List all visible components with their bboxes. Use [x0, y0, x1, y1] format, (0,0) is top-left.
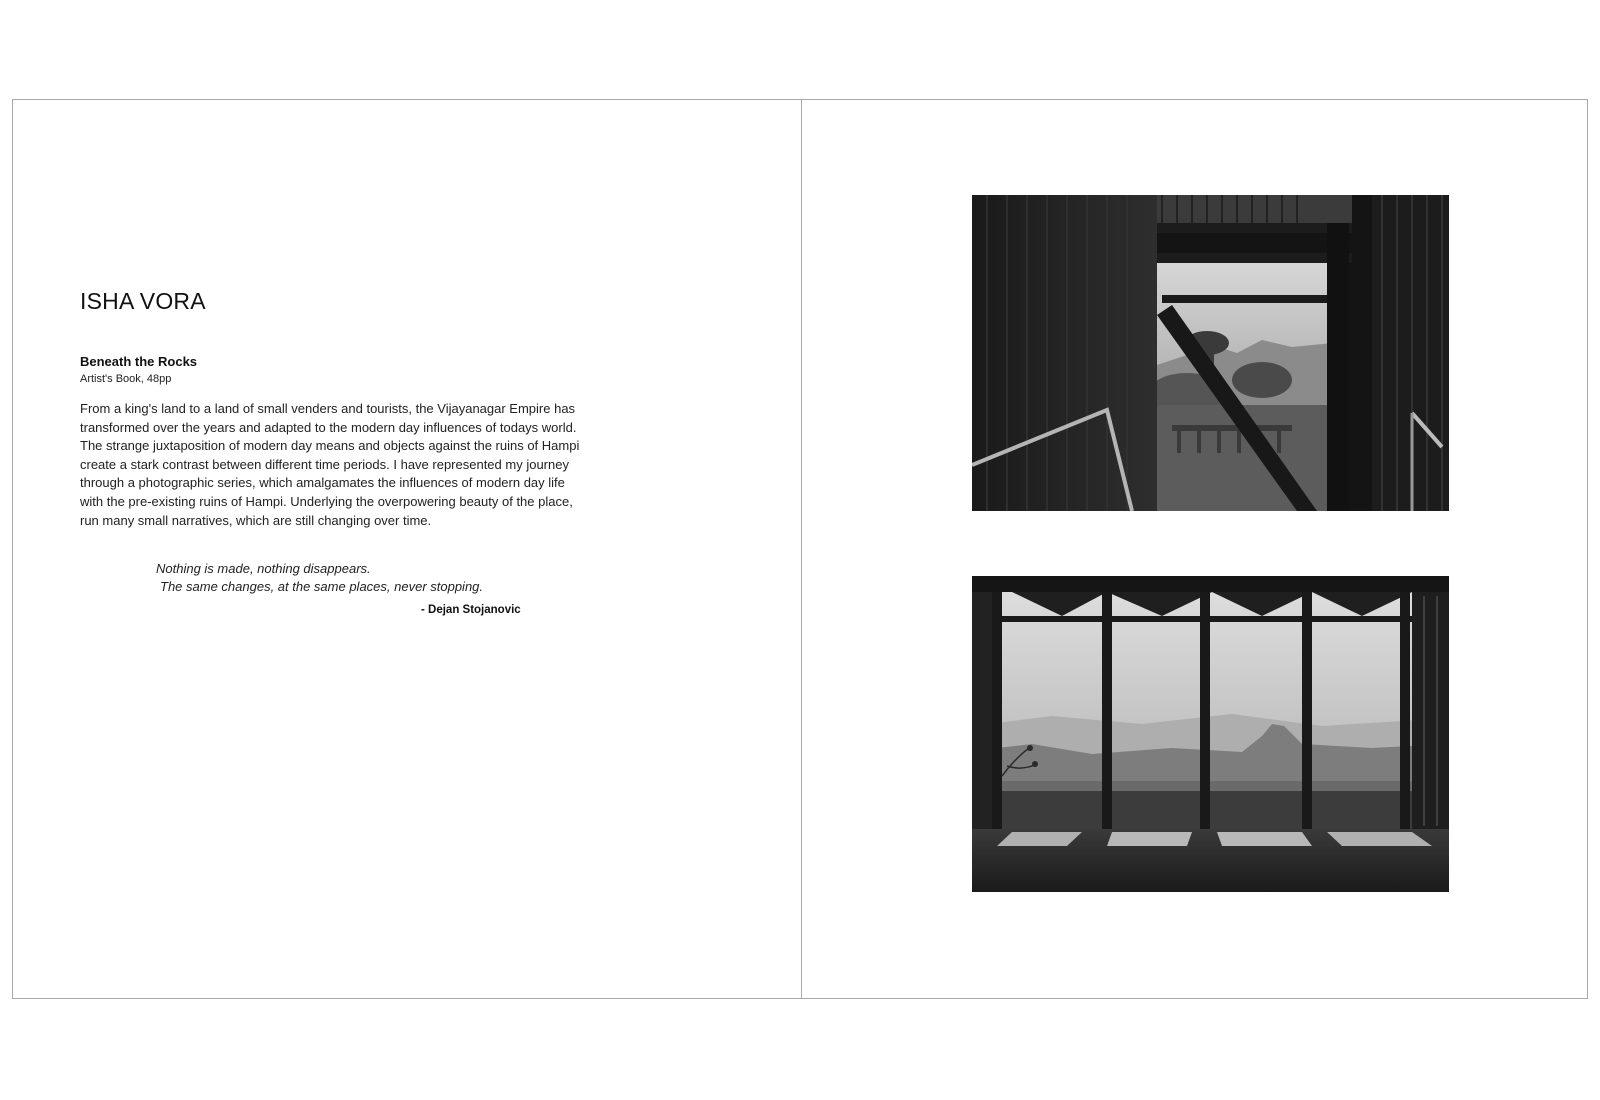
- quote-line-2: The same changes, at the same places, never stopping.: [160, 579, 484, 594]
- photo-stairwell-image: [972, 195, 1449, 511]
- artist-statement: From a king's land to a land of small venders and tourists, the Vijayanagar Empire has transformed over the years and adapted to the modern day influences of todays world. The strange juxtaposition of modern day means and objects against the ruins of Hampi create a stark contrast between different time periods. I have represented my journey through a photographic series, which amalgamates the influences of modern day life with the pre-existing ruins of Hampi. Underlying the overpowering beauty of the place, run many small narratives, which are still changing over time.: [80, 401, 580, 528]
- work-meta: Artist's Book, 48pp: [80, 373, 172, 385]
- photo-pavilion: [972, 576, 1449, 892]
- left-page: [13, 100, 801, 998]
- work-title: Beneath the Rocks: [80, 354, 198, 369]
- photo-pavilion-image: [972, 576, 1449, 892]
- quote-author: - Dejan Stojanovic: [421, 604, 521, 616]
- quote-line-1: Nothing is made, nothing disappears.: [156, 561, 371, 576]
- book-spread: [12, 99, 1588, 999]
- artist-name: ISHA VORA: [80, 288, 206, 314]
- right-page: [802, 100, 1588, 998]
- photo-stairwell: [972, 195, 1449, 511]
